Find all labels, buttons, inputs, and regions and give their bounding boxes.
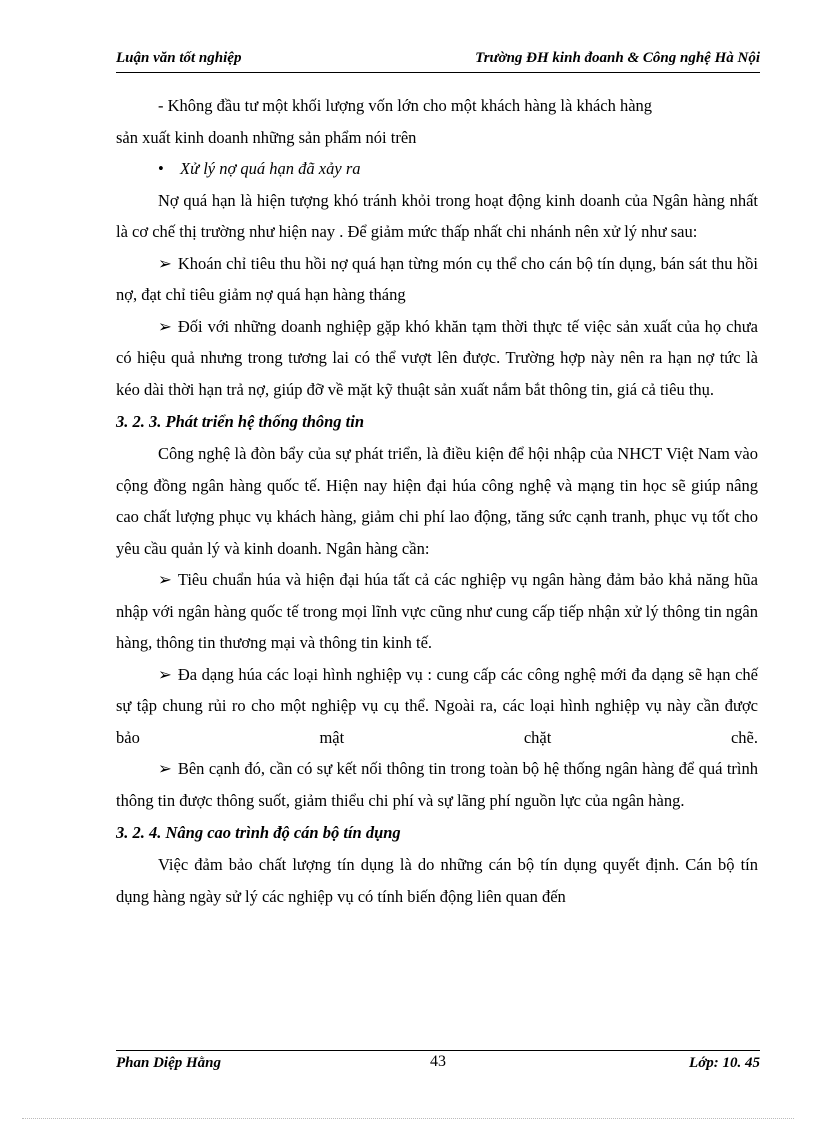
bullet-icon: •	[158, 159, 164, 178]
footer-author: Phan Diệp Hằng	[116, 1055, 222, 1071]
arrow-bullet-icon: ➢	[158, 570, 172, 589]
header-university-name: Trường ĐH kinh đoanh & Công nghệ Hà Nội	[475, 50, 760, 66]
arrow-bullet-icon: ➢	[158, 253, 172, 273]
footer-class: Lớp: 10. 45	[689, 1055, 760, 1071]
bullet-text: Xử lý nợ quá hạn đã xảy ra	[180, 159, 361, 178]
arrow-item	[116, 311, 758, 406]
arrow-bullet-icon: ➢	[158, 316, 172, 336]
paragraph-line: - Không đầu tư một khối lượng vốn lớn cho một khách hàng là khách hàng	[158, 96, 653, 115]
arrow-item-text: Đa dạng húa các loại hình nghiệp vụ : cung cấp các công nghệ mới đa dạng sẽ hạn chế sự tập chung rủi ro cho một nghiệp vụ cụ thể. Ngoài ra, các loại hình nghiệp vụ này cần được bảo mật chặt chẽ.	[116, 664, 758, 747]
page-number: 43	[430, 1053, 446, 1070]
paragraph: Công nghệ là đòn bẩy của sự phát triển, là điều kiện để hội nhập của NHCT Việt Nam vào cộng đồng ngân hàng quốc tế. Hiện nay hiện đại húa công nghệ và mạng tin học sẽ giúp nâng cao chất lượng phục vụ khách hàng, giảm chi phí lao động, tăng sức cạnh tranh, phục vụ tốt cho yêu cầu quản lý và kinh doanh. Ngân hàng cần:	[116, 444, 758, 558]
arrow-bullet-icon: ➢	[158, 664, 172, 684]
section-heading: 3. 2. 4. Nâng cao trình độ cán bộ tín dụng	[116, 823, 401, 842]
arrow-item	[116, 753, 758, 816]
paragraph: Nợ quá hạn là hiện tượng khó tránh khỏi trong hoạt động kinh doanh của Ngân hàng nhất là cơ chế thị trường như hiện nay . Để giảm mức thấp nhất chi nhánh nên xử lý như sau:	[116, 190, 758, 241]
arrow-item-text: Tiêu chuẩn húa và hiện đại húa tất cả các nghiệp vụ ngân hàng đảm bảo khả năng hũa nhập với ngân hàng quốc tế trong mọi lĩnh vực cũng như cung cấp tiếp nhận xử lý thông tin ngân hàng, thông tin thương mại và thông tin kinh tế.	[116, 570, 758, 652]
bullet-item	[116, 153, 758, 185]
paragraph-line: sản xuất kinh doanh những sản phẩm nói trên	[116, 127, 417, 147]
page-body	[116, 90, 758, 912]
arrow-item	[116, 659, 758, 754]
arrow-bullet-icon: ➢	[158, 759, 172, 778]
section-heading: 3. 2. 3. Phát triển hệ thống thông tin	[116, 412, 365, 431]
arrow-item-text: Khoán chỉ tiêu thu hồi nợ quá hạn từng món cụ thể cho cán bộ tín dụng, bán sát thu hồi nợ, đạt chỉ tiêu giảm nợ quá hạn hàng tháng	[116, 253, 758, 304]
arrow-item	[116, 248, 758, 311]
arrow-item	[116, 564, 758, 659]
arrow-item-text: Bên cạnh đó, cần có sự kết nối thông tin trong toàn bộ hệ thống ngân hàng để quá trình thông tin được thông suốt, giảm thiểu chi phí và sự lãng phí nguồn lực của ngân hàng.	[116, 759, 758, 810]
page-edge-divider	[22, 1118, 794, 1119]
arrow-item-text: Đối với những doanh nghiệp gặp khó khăn tạm thời thực tế việc sản xuất của họ chưa có hiệu quả nhưng trong tương lai có thể vượt lên được. Trường hợp này nên ra hạn nợ tức là kéo dài thời hạn trả nợ, giúp đỡ về mặt kỹ thuật sản xuất nắm bắt thông tin, giá cả tiêu thụ.	[116, 316, 758, 399]
page-header	[116, 46, 760, 73]
page-footer	[116, 1050, 760, 1081]
paragraph: Việc đảm bảo chất lượng tín dụng là do những cán bộ tín dụng quyết định. Cán bộ tín dụng hàng ngày sử lý các nghiệp vụ có tính biến động liên quan đến	[116, 855, 758, 906]
header-thesis-label: Luận văn tốt nghiệp	[116, 50, 242, 66]
